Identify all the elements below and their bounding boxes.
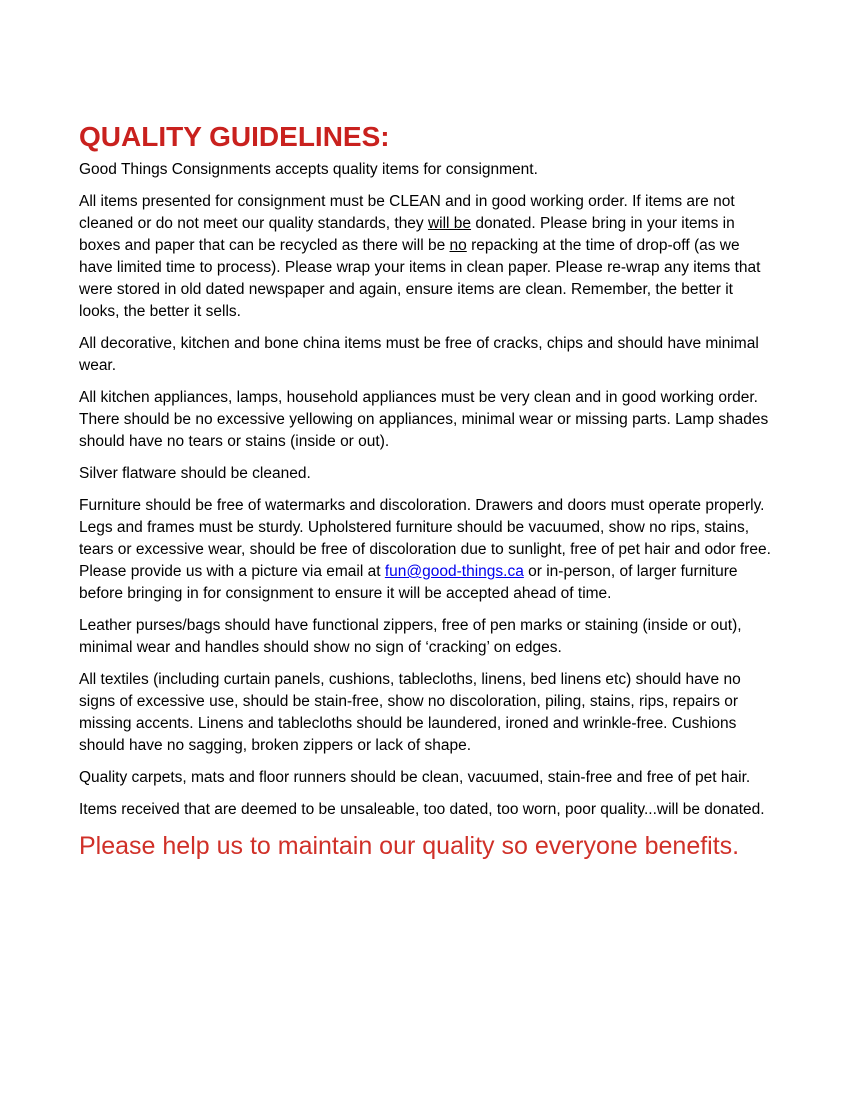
paragraph-items-rules [79,191,771,323]
text-run: repacking at the time of drop-off (as we have limited time to process). Please wrap your items in clean paper. Please re-wrap any items that were stored in old dated newspaper and again, ensure items are clean. Remember, the better it looks, the better it sells. [79,237,761,320]
email-link[interactable]: fun@good-things.ca [384,563,524,580]
underlined-text-will-be: will be [427,215,472,232]
closing-statement: Please help us to maintain our quality so everyone benefits. [79,832,740,860]
paragraph-furniture [79,495,771,605]
text-run: All items presented for consignment must be CLEAN and in good working order. If items are not cleaned or do not meet our quality standards, they [79,193,735,232]
paragraph-leather-purses: Leather purses/bags should have functional zippers, free of pen marks or staining (inside or out), minimal wear and handles should show no sign of ‘cracking’ on edges. [79,617,742,656]
paragraph-unsaleable: Items received that are deemed to be unsaleable, too dated, too worn, poor quality...will be donated. [79,801,765,818]
text-run: or in-person, of larger furniture before bringing in for consignment to ensure it will be accepted ahead of time. [79,563,738,602]
paragraph-silver-flatware: Silver flatware should be cleaned. [79,465,311,482]
paragraph-appliances: All kitchen appliances, lamps, household appliances must be very clean and in good working order. There should be no excessive yellowing on appliances, minimal wear or missing parts. Lamp shades should have no tears or stains (inside or out). [79,389,769,450]
underlined-text-no: no [449,237,467,254]
page-title: QUALITY GUIDELINES: [79,121,390,152]
text-run: donated. Please bring in your items in boxes and paper that can be recycled as there will be [79,215,735,254]
paragraph-decorative-china: All decorative, kitchen and bone china items must be free of cracks, chips and should have minimal wear. [79,335,759,374]
paragraph-carpets: Quality carpets, mats and floor runners should be clean, vacuumed, stain-free and free of pet hair. [79,769,751,786]
paragraph-intro: Good Things Consignments accepts quality items for consignment. [79,161,538,178]
paragraph-textiles: All textiles (including curtain panels, cushions, tablecloths, linens, bed linens etc) should have no signs of excessive use, should be stain-free, show no discoloration, piling, stains, rips, repairs or missing accents. Linens and tablecloths should be laundered, ironed and wrinkle-free. Cushions should have no sagging, broken zippers or lack of shape. [79,671,741,754]
text-run: Furniture should be free of watermarks and discoloration. Drawers and doors must operate properly. Legs and frames must be sturdy. Upholstered furniture should be vacuumed, show no rips, stains, tears or excessive wear, should be free of discoloration due to sunlight, free of pet hair and odor free. Please provide us with a picture via email at [79,497,771,580]
